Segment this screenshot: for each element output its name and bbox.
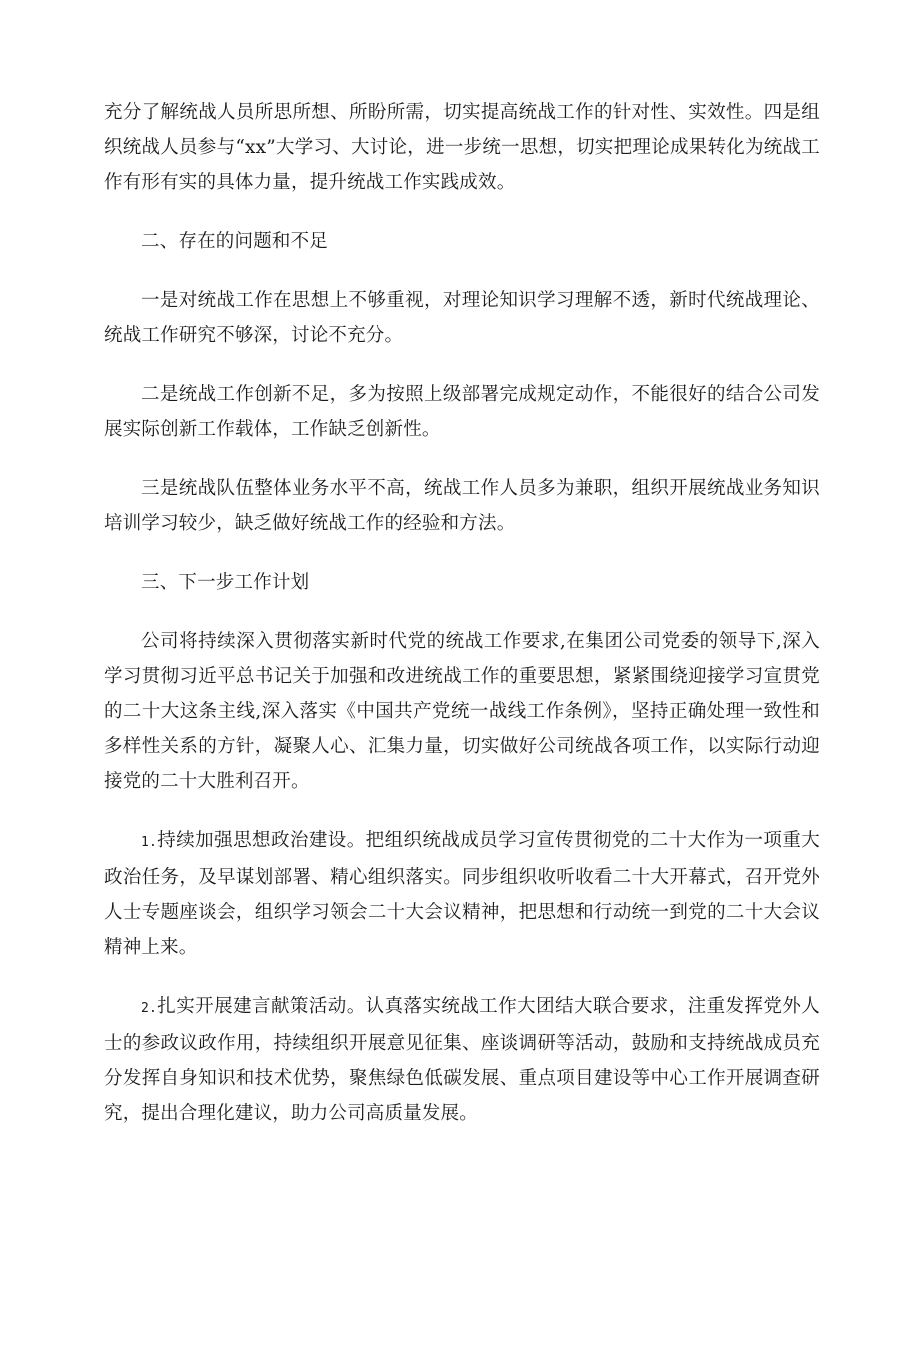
paragraph-problem-2: 二是统战工作创新不足，多为按照上级部署完成规定动作，不能很好的结合公司发展实际创新工作载体，工作缺乏创新性。	[104, 384, 820, 440]
paragraph-intro: 充分了解统战人员所思所想、所盼所需，切实提高统战工作的针对性、实效性。四是组织统战人员参与“xx”大学习、大讨论，进一步统一思想，切实把理论成果转化为统战工作有形有实的具体力量，提升统战工作实践成效。	[104, 102, 820, 193]
section-heading-next-plan: 三、下一步工作计划	[141, 572, 310, 593]
list-item-2-number: 2.	[141, 1001, 158, 1016]
section-heading-problems: 二、存在的问题和不足	[141, 231, 329, 252]
list-item-1-text: 持续加强思想政治建设。把组织统战成员学习宣传贯彻党的二十大作为一项重大政治任务，及早谋划部署、精心组织落实。同步组织收听收看二十大开幕式，召开党外人士专题座谈会，组织学习领会二十大会议精神，把思想和行动统一到党的二十大会议精神上来。	[104, 830, 820, 958]
list-item-2	[104, 989, 820, 1131]
list-item-1	[104, 823, 820, 965]
list-item-1-number: 1.	[141, 835, 158, 850]
paragraph-problem-1: 一是对统战工作在思想上不够重视，对理论知识学习理解不透，新时代统战理论、统战工作研究不够深，讨论不充分。	[104, 290, 820, 346]
list-item-2-text: 扎实开展建言献策活动。认真落实统战工作大团结大联合要求，注重发挥党外人士的参政议政作用，持续组织开展意见征集、座谈调研等活动，鼓励和支持统战成员充分发挥自身知识和技术优势，聚焦绿色低碳发展、重点项目建设等中心工作开展调查研究，提出合理化建议，助力公司高质量发展。	[104, 996, 820, 1124]
paragraph-problem-3: 三是统战队伍整体业务水平不高，统战工作人员多为兼职，组织开展统战业务知识培训学习较少，缺乏做好统战工作的经验和方法。	[104, 478, 820, 534]
document-page	[104, 95, 820, 1155]
paragraph-plan-intro: 公司将持续深入贯彻落实新时代党的统战工作要求,在集团公司党委的领导下,深入学习贯彻习近平总书记关于加强和改进统战工作的重要思想，紧紧围绕迎接学习宣贯党的二十大这条主线,深入落实《中国共产党统一战线工作条例》，坚持正确处理一致性和多样性关系的方针，凝聚人心、汇集力量，切实做好公司统战各项工作，以实际行动迎接党的二十大胜利召开。	[104, 631, 820, 792]
